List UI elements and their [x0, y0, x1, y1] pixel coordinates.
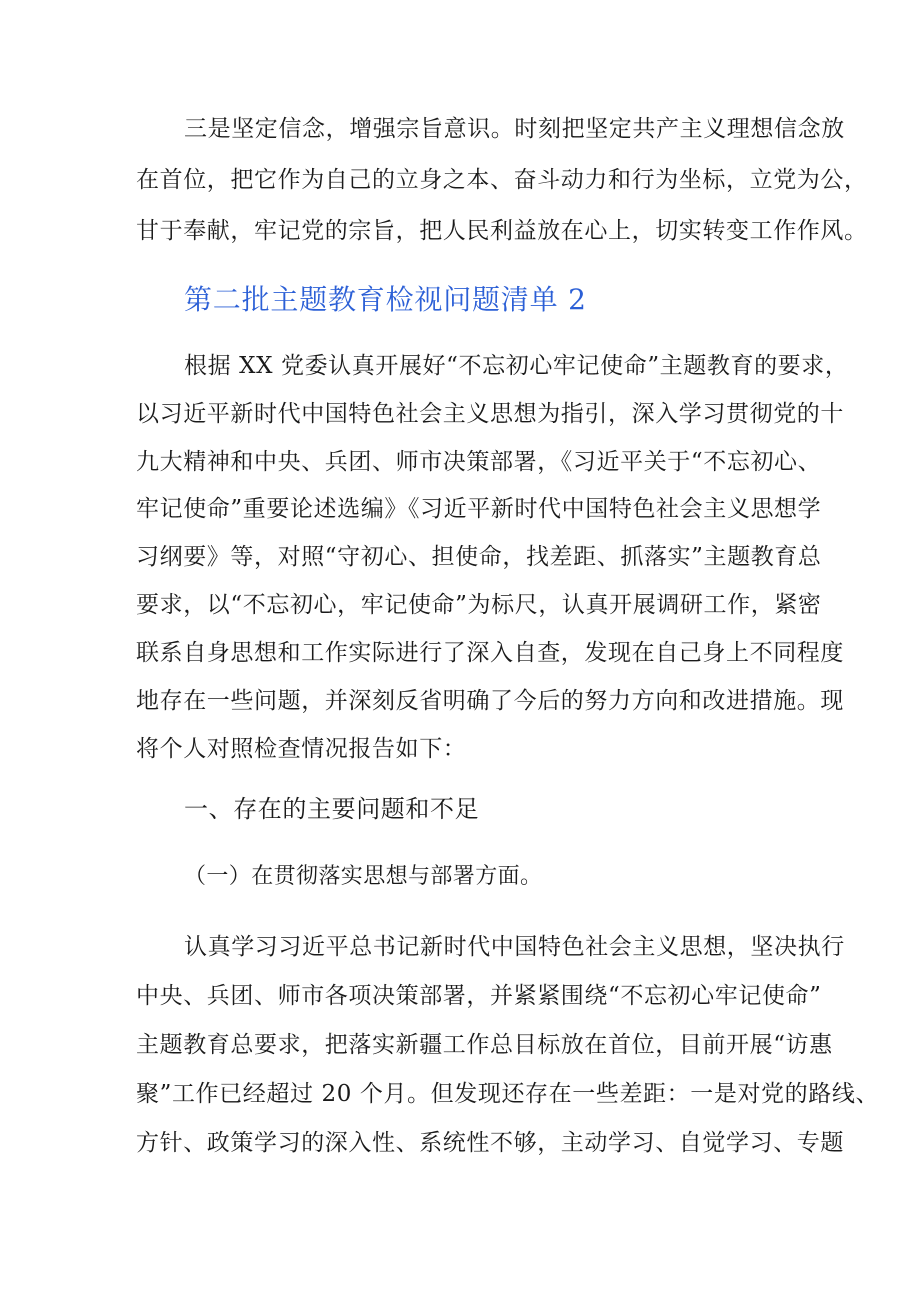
- body-paragraph-line: 习纲要》等，对照“守初心、担使命，找差距、抓落实”主题教育总: [136, 544, 822, 570]
- sub-heading: （一）在贯彻落实思想与部署方面。: [184, 864, 543, 889]
- body-paragraph-line: 根据 XX 党委认真开展好“不忘初心牢记使命”主题教育的要求，: [184, 353, 849, 379]
- closing-paragraph-line: 方针、政策学习的深入性、系统性不够，主动学习、自觉学习、专题: [136, 1130, 844, 1156]
- body-paragraph-line: 将个人对照检查情况报告如下：: [136, 736, 467, 762]
- document-title: 第二批主题教育检视问题清单 2: [184, 283, 587, 316]
- closing-paragraph-line: 中央、兵团、师市各项决策部署，并紧紧围绕“不忘初心牢记使命”: [136, 983, 822, 1009]
- closing-paragraph-line: 主题教育总要求，把落实新疆工作总目标放在首位，目前开展“访惠: [136, 1032, 833, 1058]
- closing-paragraph-line: 聚”工作已经超过 20 个月。但发现还存在一些差距：一是对党的路线、: [136, 1081, 880, 1107]
- section-heading: 一、存在的主要问题和不足: [184, 795, 480, 823]
- intro-paragraph-line: 三是坚定信念，增强宗旨意识。时刻把坚定共产主义理想信念放: [184, 116, 845, 142]
- intro-paragraph-line: 在首位，把它作为自己的立身之本、奋斗动力和行为坐标，立党为公，: [136, 167, 868, 193]
- body-paragraph-line: 联系自身思想和工作实际进行了深入自查，发现在自己身上不同程度: [136, 640, 844, 666]
- body-paragraph-line: 以习近平新时代中国特色社会主义思想为指引，深入学习贯彻党的十: [136, 401, 844, 427]
- closing-paragraph-line: 认真学习习近平总书记新时代中国特色社会主义思想，坚决执行: [184, 934, 845, 960]
- intro-paragraph-line: 甘于奉献，牢记党的宗旨，把人民利益放在心上，切实转变工作作风。: [136, 218, 868, 244]
- body-paragraph-line: 九大精神和中央、兵团、师市决策部署，《习近平关于“不忘初心、: [136, 449, 822, 475]
- body-paragraph-line: 牢记使命”重要论述选编》《习近平新时代中国特色社会主义思想学: [136, 496, 822, 522]
- body-paragraph-line: 地存在一些问题，并深刻反省明确了今后的努力方向和改进措施。现: [136, 688, 844, 714]
- body-paragraph-line: 要求，以“不忘初心，牢记使命”为标尺，认真开展调研工作，紧密: [136, 592, 822, 618]
